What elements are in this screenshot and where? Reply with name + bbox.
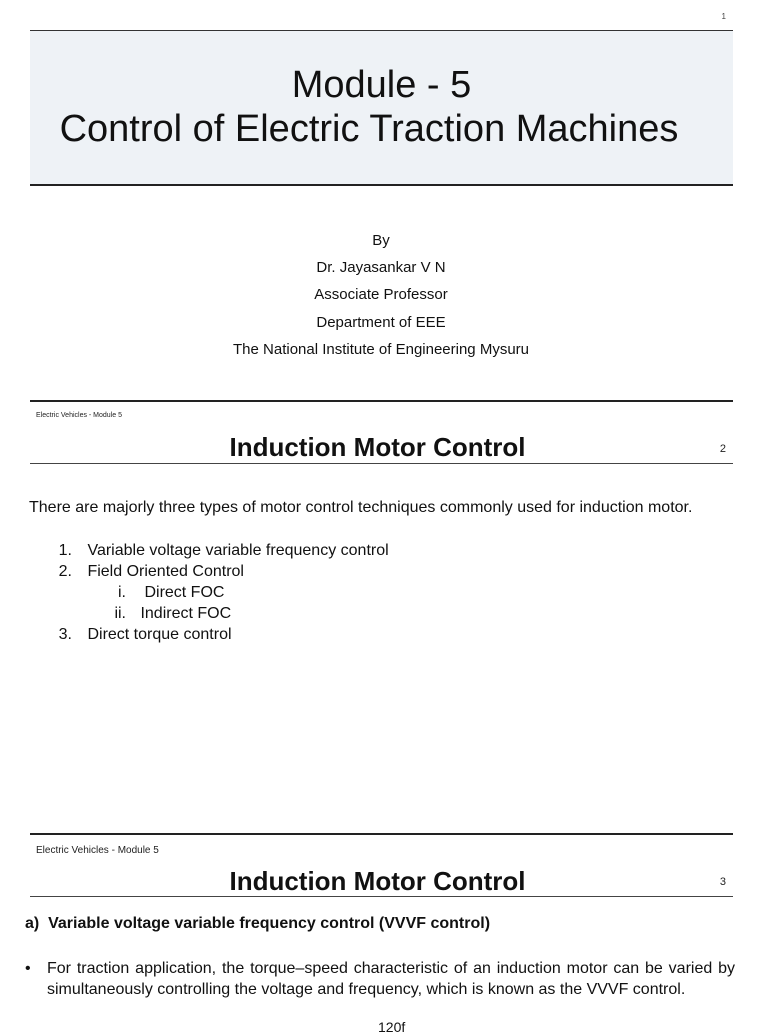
bullet-item (22, 958, 735, 1000)
bullet-text: For traction application, the torque–speed characteristic of an induction motor can be varied by simultaneously controlling the voltage and frequency, which is known as the VVVF control. (47, 960, 735, 998)
author-by: By (372, 232, 390, 249)
list-item (56, 624, 232, 645)
page-divider (30, 400, 733, 402)
slide-title: Induction Motor Control (229, 866, 526, 896)
list-label: Indirect FOC (140, 605, 232, 622)
sub-list-item (108, 603, 231, 624)
author-institute: The National Institute of Engineering Mysuru (233, 341, 529, 358)
slide-footer: Electric Vehicles - Module 5 (36, 412, 122, 419)
section-heading: a) Variable voltage variable frequency control (VVVF control) (25, 915, 491, 932)
page-divider (30, 833, 733, 835)
author-name: Dr. Jayasankar V N (316, 259, 446, 276)
list-marker: 3. (58, 626, 72, 643)
intro-paragraph: There are majorly three types of motor control techniques commonly used for induction motor. (29, 499, 693, 516)
slide-number: 1 (721, 12, 726, 21)
slide-title: Induction Motor Control (229, 432, 526, 462)
module-subtitle: Control of Electric Traction Machines (59, 108, 679, 150)
title-rule (30, 896, 733, 897)
list-label: Direct torque control (87, 626, 232, 643)
title-rule (30, 463, 733, 464)
module-title: Module - 5 (291, 64, 472, 106)
sub-list-item (108, 582, 224, 603)
author-position: Associate Professor (314, 286, 448, 303)
list-item (56, 561, 244, 582)
list-marker: ii. (114, 605, 126, 622)
list-marker: 1. (58, 542, 72, 559)
slide-footer: Electric Vehicles - Module 5 (36, 845, 159, 856)
list-item (56, 540, 389, 561)
author-department: Department of EEE (316, 314, 446, 331)
list-label: Field Oriented Control (87, 563, 244, 580)
slide-number: 3 (719, 876, 726, 888)
slide-number: 2 (719, 443, 726, 455)
equation-fragment: 120f (378, 1019, 406, 1035)
bullet-icon: • (25, 960, 31, 977)
list-marker: i. (118, 584, 126, 601)
list-label: Direct FOC (144, 584, 225, 601)
list-label: Variable voltage variable frequency control (87, 542, 389, 559)
list-marker: 2. (58, 563, 72, 580)
